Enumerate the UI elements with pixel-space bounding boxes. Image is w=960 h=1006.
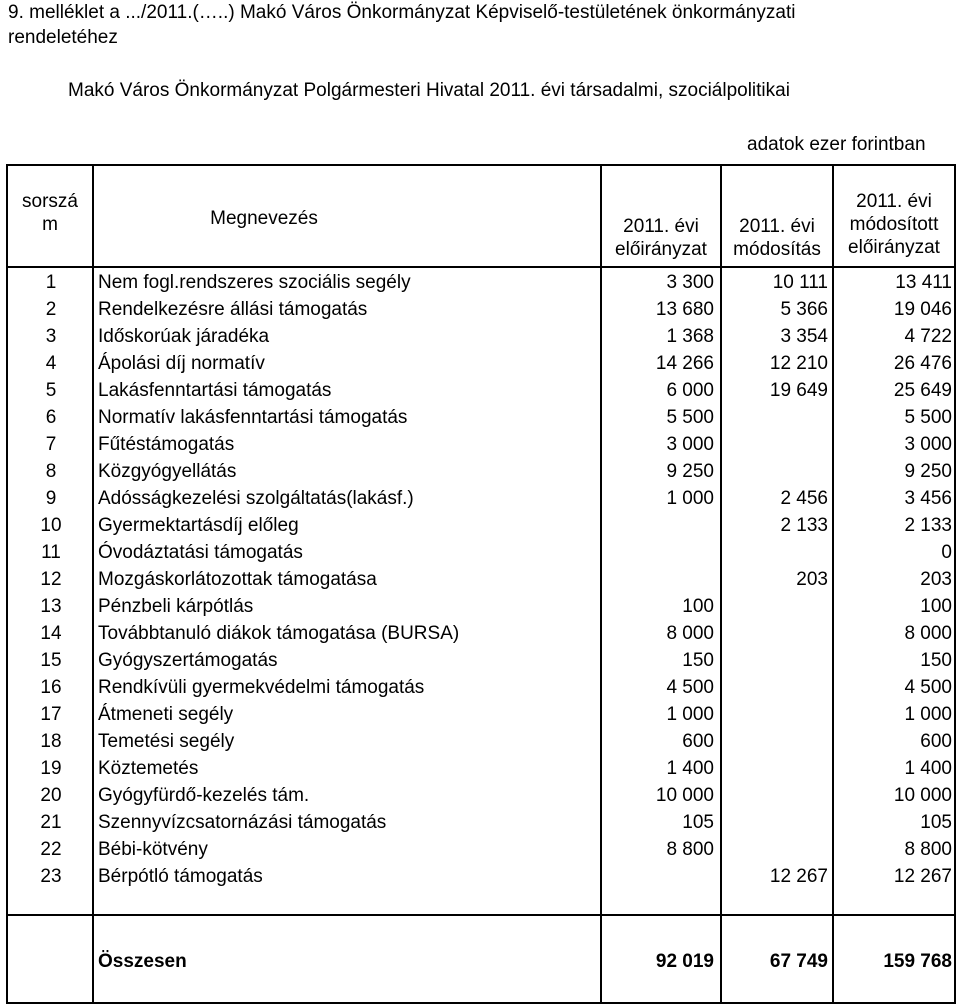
row-value-modified: 150 xyxy=(920,650,952,671)
row-number: 14 xyxy=(40,623,62,644)
row-value-modified: 25 649 xyxy=(893,380,952,401)
row-number: 20 xyxy=(40,785,62,806)
row-name: Normatív lakásfenntartási támogatás xyxy=(98,407,408,428)
row-value-modification: 2 133 xyxy=(780,515,828,536)
row-value-planned: 13 680 xyxy=(655,299,714,320)
rows-bottom-line xyxy=(6,914,956,916)
table-row xyxy=(6,405,956,431)
row-name: Átmeneti segély xyxy=(98,704,234,725)
row-value-modified: 9 250 xyxy=(904,461,952,482)
header-separator xyxy=(6,266,956,268)
row-value-planned: 100 xyxy=(682,596,714,617)
document-title-line1: 9. melléklet a .../2011.(…..) Makó Város Önkormányzat Képviselő-testületének önkormányzati xyxy=(8,2,796,23)
row-value-planned: 4 500 xyxy=(666,677,714,698)
row-number: 11 xyxy=(41,542,61,563)
row-value-modification: 12 267 xyxy=(769,866,828,887)
header-num-line2: m xyxy=(42,214,58,235)
row-value-modified: 12 267 xyxy=(893,866,952,887)
row-value-modified: 2 133 xyxy=(904,515,952,536)
header-col1-line2: előirányzat xyxy=(615,239,707,260)
row-name: Gyógyfürdő-kezelés tám. xyxy=(98,785,310,806)
header-col3-line3: előirányzat xyxy=(848,237,940,258)
row-number: 3 xyxy=(45,326,57,347)
row-value-planned: 14 266 xyxy=(655,353,714,374)
header-col3-line2: módosított xyxy=(849,214,939,235)
row-name: Rendkívüli gyermekvédelmi támogatás xyxy=(98,677,425,698)
row-value-modified: 3 456 xyxy=(904,488,952,509)
row-value-planned: 3 000 xyxy=(666,434,714,455)
table-row xyxy=(6,513,956,539)
header-num-line1: sorszá xyxy=(22,191,78,212)
row-name: Pénzbeli kárpótlás xyxy=(98,596,254,617)
row-name: Lakásfenntartási támogatás xyxy=(98,380,332,401)
total-value-modified: 159 768 xyxy=(883,951,952,972)
row-value-planned: 600 xyxy=(682,731,714,752)
row-name: Bébi-kötvény xyxy=(98,839,208,860)
table-row xyxy=(6,324,956,350)
total-value-planned: 92 019 xyxy=(655,951,714,972)
row-number: 9 xyxy=(45,488,57,509)
header-name: Megnevezés xyxy=(210,208,318,229)
header-col2-line2: módosítás xyxy=(733,239,821,260)
row-name: Gyógyszertámogatás xyxy=(98,650,278,671)
row-value-modified: 8 000 xyxy=(904,623,952,644)
row-number: 13 xyxy=(40,596,62,617)
row-number: 21 xyxy=(40,812,62,833)
row-value-planned: 10 000 xyxy=(655,785,714,806)
row-name: Nem fogl.rendszeres szociális segély xyxy=(98,272,411,293)
row-name: Adósságkezelési szolgáltatás(lakásf.) xyxy=(98,488,414,509)
total-row xyxy=(6,949,956,975)
row-value-planned: 105 xyxy=(682,812,714,833)
row-value-planned: 1 368 xyxy=(666,326,714,347)
row-number: 1 xyxy=(45,272,57,293)
document-title-line2: rendeletéhez xyxy=(8,27,118,48)
row-number: 23 xyxy=(40,866,62,887)
header-col1-line1: 2011. évi xyxy=(623,216,699,237)
row-name: Rendelkezésre állási támogatás xyxy=(98,299,368,320)
row-value-modification: 5 366 xyxy=(780,299,828,320)
table-row xyxy=(6,648,956,674)
table-row xyxy=(6,297,956,323)
row-name: Temetési segély xyxy=(98,731,235,752)
row-value-planned: 150 xyxy=(682,650,714,671)
header-col3-cell xyxy=(834,190,954,259)
table-row xyxy=(6,567,956,593)
row-value-modified: 26 476 xyxy=(893,353,952,374)
table-row xyxy=(6,756,956,782)
row-value-planned: 1 400 xyxy=(666,758,714,779)
row-value-modified: 3 000 xyxy=(904,434,952,455)
row-name: Óvodáztatási támogatás xyxy=(98,542,303,563)
row-value-planned: 8 800 xyxy=(666,839,714,860)
row-value-modified: 1 400 xyxy=(904,758,952,779)
row-value-modified: 1 000 xyxy=(904,704,952,725)
row-value-planned: 9 250 xyxy=(666,461,714,482)
row-value-modification: 19 649 xyxy=(769,380,828,401)
row-value-modified: 203 xyxy=(920,569,952,590)
table-row xyxy=(6,594,956,620)
table-row xyxy=(6,378,956,404)
row-number: 19 xyxy=(40,758,62,779)
row-name: Ápolási díj normatív xyxy=(98,353,265,374)
row-value-planned: 1 000 xyxy=(666,488,714,509)
header-col2-cell xyxy=(722,215,832,261)
table-row xyxy=(6,270,956,296)
table-title: Makó Város Önkormányzat Polgármesteri Hivatal 2011. évi társadalmi, szociálpolitikai xyxy=(68,80,790,101)
row-value-planned: 5 500 xyxy=(666,407,714,428)
total-label: Összesen xyxy=(98,951,187,972)
table-row xyxy=(6,837,956,863)
row-number: 4 xyxy=(45,353,57,374)
row-name: Bérpótló támogatás xyxy=(98,866,263,887)
table-row xyxy=(6,621,956,647)
row-value-modified: 4 722 xyxy=(904,326,952,347)
row-number: 5 xyxy=(45,380,57,401)
row-value-modified: 8 800 xyxy=(904,839,952,860)
row-name: Szennyvízcsatornázási támogatás xyxy=(98,812,387,833)
row-value-planned: 6 000 xyxy=(666,380,714,401)
row-number: 10 xyxy=(40,515,62,536)
header-col3-line1: 2011. évi xyxy=(856,191,932,212)
table-row xyxy=(6,459,956,485)
table-row xyxy=(6,675,956,701)
row-name: Gyermektartásdíj előleg xyxy=(98,515,299,536)
row-value-modified: 100 xyxy=(920,596,952,617)
table-row xyxy=(6,729,956,755)
total-value-modification: 67 749 xyxy=(769,951,828,972)
row-number: 15 xyxy=(40,650,62,671)
row-value-modified: 13 411 xyxy=(895,272,952,293)
row-value-modified: 0 xyxy=(941,542,952,563)
row-name: Továbbtanuló diákok támogatása (BURSA) xyxy=(98,623,460,644)
row-value-modification: 3 354 xyxy=(780,326,828,347)
row-number: 7 xyxy=(45,434,57,455)
row-number: 8 xyxy=(45,461,57,482)
row-name: Időskorúak járadéka xyxy=(98,326,270,347)
row-number: 17 xyxy=(40,704,62,725)
header-num-cell xyxy=(8,190,92,236)
row-value-modification: 203 xyxy=(796,569,828,590)
table-row xyxy=(6,864,956,890)
row-name: Köztemetés xyxy=(98,758,199,779)
table-row xyxy=(6,702,956,728)
row-number: 16 xyxy=(40,677,62,698)
row-value-planned: 8 000 xyxy=(666,623,714,644)
row-value-modified: 600 xyxy=(920,731,952,752)
table-row xyxy=(6,486,956,512)
row-value-modified: 19 046 xyxy=(893,299,952,320)
row-number: 2 xyxy=(45,299,57,320)
row-number: 6 xyxy=(45,407,57,428)
table-row xyxy=(6,432,956,458)
table-border-bottom xyxy=(6,1002,956,1004)
row-number: 18 xyxy=(40,731,62,752)
row-number: 22 xyxy=(40,839,62,860)
unit-note: adatok ezer forintban xyxy=(747,134,926,155)
row-name: Mozgáskorlátozottak támogatása xyxy=(98,569,377,590)
row-value-modified: 5 500 xyxy=(904,407,952,428)
row-value-modified: 105 xyxy=(920,812,952,833)
row-value-modified: 10 000 xyxy=(893,785,952,806)
table-row xyxy=(6,810,956,836)
row-name: Fűtéstámogatás xyxy=(98,434,235,455)
table-border-top xyxy=(6,164,956,166)
row-number: 12 xyxy=(40,569,62,590)
row-value-modification: 10 111 xyxy=(772,272,828,293)
row-value-modification: 2 456 xyxy=(780,488,828,509)
table-row xyxy=(6,540,956,566)
row-value-planned: 3 300 xyxy=(666,272,714,293)
table-row xyxy=(6,351,956,377)
row-value-planned: 1 000 xyxy=(666,704,714,725)
row-value-modified: 4 500 xyxy=(904,677,952,698)
row-name: Közgyógyellátás xyxy=(98,461,237,482)
header-col1-cell xyxy=(602,215,720,261)
data-table xyxy=(6,164,956,1004)
table-row xyxy=(6,783,956,809)
row-value-modification: 12 210 xyxy=(769,353,828,374)
header-col2-line1: 2011. évi xyxy=(739,216,815,237)
